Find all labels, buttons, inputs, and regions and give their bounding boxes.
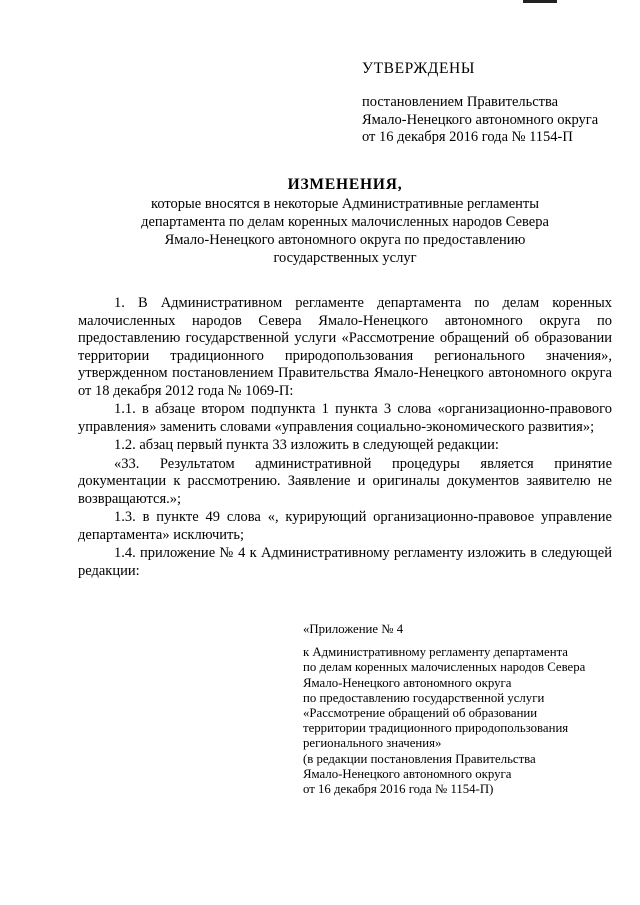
approval-block [362,60,622,147]
appendix-line: (в редакции постановления Правительства [303,751,536,766]
approval-line: Ямало-Ненецкого автономного округа [362,111,599,128]
title-heading: ИЗМЕНЕНИЯ, [287,176,403,193]
appendix-line: территории традиционного природопользования [303,721,569,736]
paragraph-33-quote: «33. Результатом административной процедуры является принятие документации к рассмотрению. Заявление и оригиналы документов заявителю не возвращаются.»; [78,455,612,507]
title-line: Ямало-Ненецкого автономного округа по предоставлению [164,232,526,248]
appendix-line: по делам коренных малочисленных народов Севера [303,660,586,675]
document-title [78,175,612,267]
approval-line: от 16 декабря 2016 года № 1154-П [362,129,573,145]
paragraph-1-4: 1.4. приложение № 4 к Административному регламенту изложить в следующей редакции: [78,545,612,579]
paragraph-1-3: 1.3. в пункте 49 слова «, курирующий организационно-правовое управление департамента» исключить; [78,509,612,543]
document-body [78,295,612,580]
appendix-title: «Приложение № 4 [303,622,404,636]
approval-line: постановлением Правительства [362,94,559,110]
appendix-line: «Рассмотрение обращений об образовании [303,706,538,721]
paragraph-1: 1. В Административном регламенте департамента по делам коренных малочисленных народов Севера Ямало-Ненецкого автономного округа по предоставлению государственной услуги «Рассмотрение обращений об образовании территории традиционного природопользования регионального значения», утвержденном постановлением Правительства Ямало-Ненецкого автономного округа от 18 декабря 2012 года № 1069-П: [78,295,612,399]
appendix-line: к Административному регламенту департамента [303,645,568,660]
title-line: которые вносятся в некоторые Административные регламенты [151,196,539,212]
title-line: государственных услуг [273,250,417,266]
title-line: департамента по делам коренных малочисленных народов Севера [141,214,549,230]
appendix-line: по предоставлению государственной услуги [303,690,545,705]
appendix-line: Ямало-Ненецкого автономного округа [303,766,512,781]
appendix-line: регионального значения» [303,736,442,751]
paragraph-1-1: 1.1. в абзаце втором подпункта 1 пункта 3 слова «организационно-правового управления» заменить словами «управления социально-экономического развития»; [78,401,612,435]
appendix-line: от 16 декабря 2016 года № 1154-П) [303,782,494,797]
appendix-block [303,622,623,797]
paragraph-1-2: 1.2. абзац первый пункта 33 изложить в следующей редакции: [114,437,499,453]
appendix-line: Ямало-Ненецкого автономного округа [303,675,512,690]
approval-heading: УТВЕРЖДЕНЫ [362,60,475,77]
scan-mark [523,0,557,3]
